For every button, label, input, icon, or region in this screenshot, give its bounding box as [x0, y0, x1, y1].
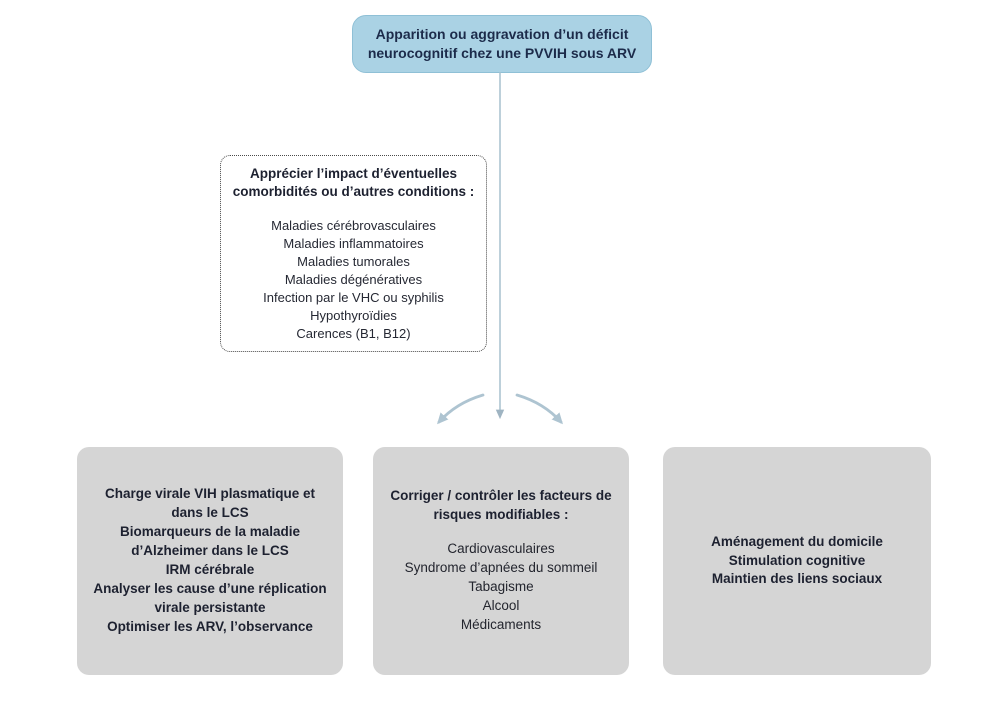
- risk-factor-item: Cardiovasculaires: [447, 541, 555, 557]
- risk-factors-list: [405, 540, 598, 634]
- comorbidity-item: Maladies inflammatoires: [283, 236, 424, 252]
- workup-box: [77, 447, 343, 675]
- support-item: Aménagement du domicile: [711, 533, 883, 549]
- comorbidities-title: Apprécier l’impact d’éventuelles comorbidités ou d’autres conditions :: [232, 166, 475, 200]
- workup-list: [89, 485, 331, 636]
- comorbidities-box: [220, 155, 487, 352]
- comorbidity-item: Maladies cérébrovasculaires: [271, 218, 436, 234]
- support-list: [711, 533, 883, 590]
- root-condition-text: Apparition ou aggravation d’un déficit neurocognitif chez une PVVIH sous ARV: [367, 26, 637, 61]
- risk-factor-item: Médicaments: [460, 616, 542, 632]
- comorbidity-item: Carences (B1, B12): [296, 326, 411, 342]
- curved-right-arrow-icon: [517, 395, 561, 422]
- workup-item: Optimiser les ARV, l’observance: [107, 618, 313, 634]
- support-item: Stimulation cognitive: [728, 552, 866, 568]
- comorbidities-list: [229, 217, 478, 343]
- workup-item: IRM cérébrale: [165, 562, 255, 577]
- curved-left-arrow-icon: [439, 395, 483, 422]
- workup-item: Analyser les cause d’une réplication virale persistante: [93, 580, 327, 615]
- workup-item: Biomarqueurs de la maladie d’Alzheimer dans le LCS: [119, 524, 301, 559]
- comorbidity-item: Maladies tumorales: [297, 254, 410, 270]
- comorbidity-item: Hypothyroïdies: [310, 308, 397, 324]
- workup-item: Charge virale VIH plasmatique et dans le LCS: [104, 486, 316, 521]
- risk-factor-item: Alcool: [482, 597, 520, 613]
- comorbidity-item: Infection par le VHC ou syphilis: [263, 290, 444, 306]
- root-condition-box: [352, 15, 652, 73]
- risk-factors-title: Corriger / contrôler les facteurs de risques modifiables :: [390, 488, 612, 523]
- risk-factor-item: Tabagisme: [468, 578, 534, 594]
- risk-factors-box: [373, 447, 629, 675]
- comorbidity-item: Maladies dégénératives: [284, 272, 423, 288]
- support-box: [663, 447, 931, 675]
- support-item: Maintien des liens sociaux: [711, 571, 883, 587]
- risk-factor-item: Syndrome d’apnées du sommeil: [404, 560, 598, 576]
